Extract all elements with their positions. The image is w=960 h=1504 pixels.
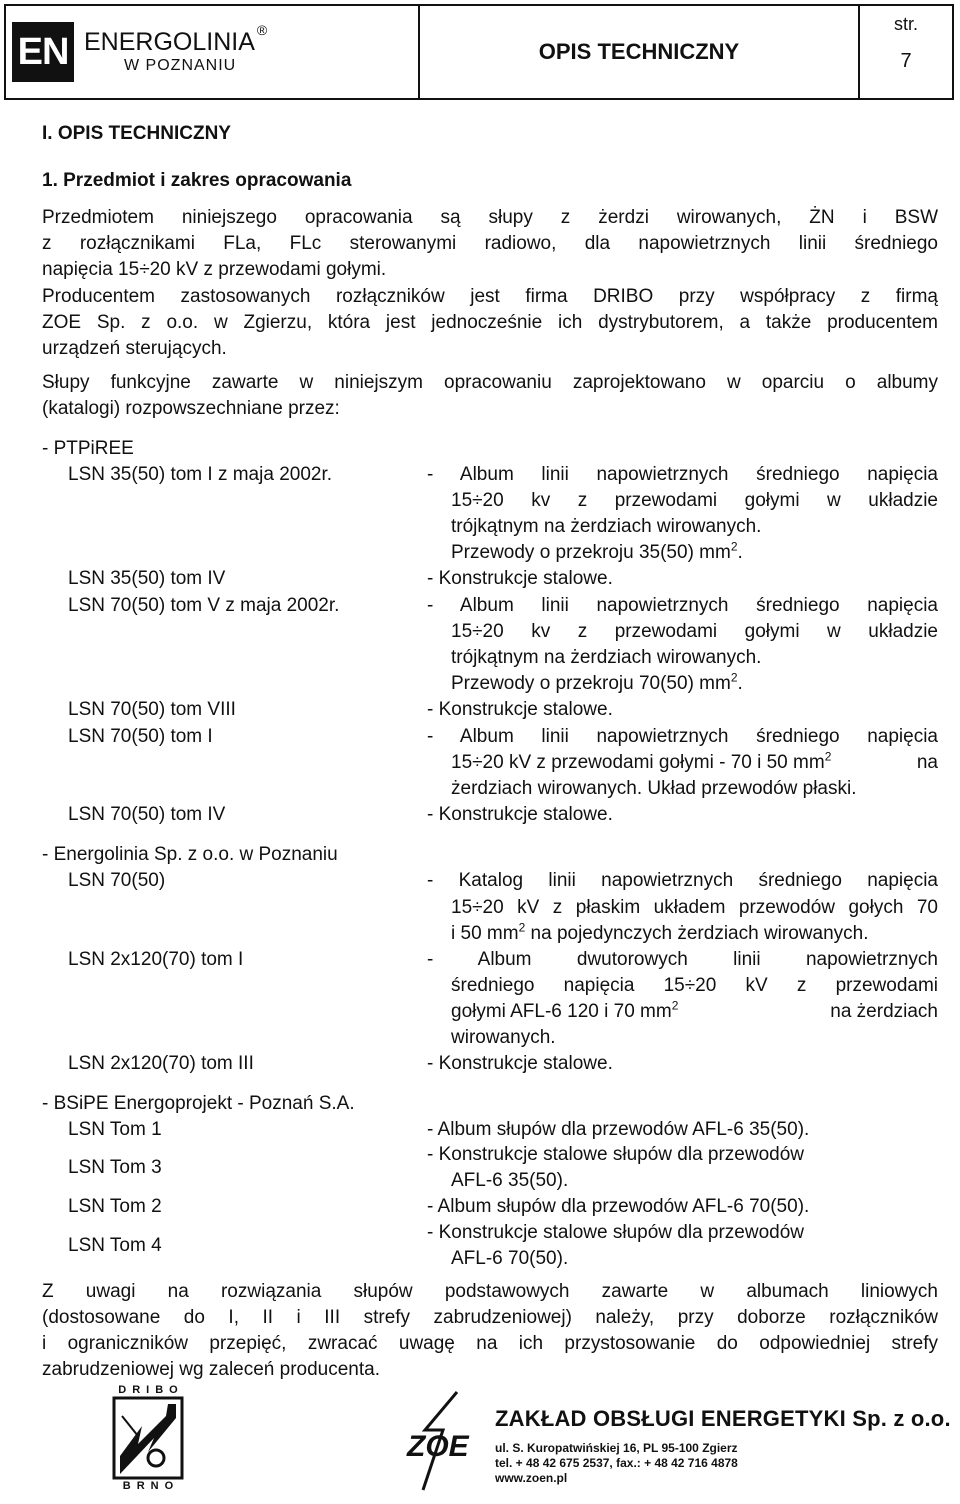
catalog-desc: - Album linii napowietrznych średniego napięcia	[427, 595, 938, 616]
dribo-emblem-icon	[108, 1396, 188, 1480]
zoe-emblem-icon	[405, 1390, 480, 1495]
zoe-website: www.zoen.pl	[495, 1471, 568, 1485]
catalog-desc: i 50 $mm^2$ na pojedynczych żerdziach wirowanych.	[451, 920, 869, 944]
registered-mark: ®	[256, 22, 268, 39]
zoe-address: ul. S. Kuropatwińskiej 16, PL 95-100 Zgierz	[495, 1441, 738, 1455]
catalog-code: LSN 35(50) tom I z maja 2002r.	[68, 464, 333, 485]
zoe-logo	[405, 1390, 480, 1495]
catalog-code: LSN Tom 1	[68, 1119, 162, 1140]
catalog-desc: żerdziach wirowanych. Układ przewodów płaski.	[451, 778, 857, 799]
catalog-desc: - Konstrukcje stalowe.	[427, 568, 613, 589]
catalog-desc: - Album dwutorowych linii napowietrznych	[427, 949, 938, 970]
closing-line-1: Z uwagi na rozwiązania słupów podstawowych zawarte w albumach liniowych	[42, 1281, 938, 1302]
catalog-desc: gołymi AFL-6 120 i 70 $mm^2$ na żerdziach	[451, 998, 938, 1022]
zoe-phone: tel. + 48 42 675 2537, fax.: + 48 42 716 4878	[495, 1456, 738, 1470]
subsection-title: 1. Przedmiot i zakres opracowania	[42, 170, 352, 191]
group-ptpiree: - PTPiREE	[42, 438, 134, 459]
page-header	[4, 4, 954, 100]
catalog-desc: - Album linii napowietrznych średniego napięcia	[427, 726, 938, 747]
section-title: I. OPIS TECHNICZNY	[42, 123, 231, 144]
catalog-code: LSN Tom 3	[68, 1157, 162, 1178]
catalog-desc: 15÷20 kv z przewodami gołymi w układzie	[451, 621, 938, 642]
dribo-logo	[108, 1384, 188, 1496]
intro-line-4: Producentem zastosowanych rozłączników jest firma DRIBO przy współpracy z firmą	[42, 286, 938, 307]
catalog-desc: - Katalog linii napowietrznych średniego napięcia	[427, 870, 938, 891]
catalog-desc: - Konstrukcje stalowe.	[427, 699, 613, 720]
catalog-desc: AFL-6 35(50).	[451, 1170, 569, 1191]
catalog-code: LSN 70(50)	[68, 870, 166, 891]
catalog-desc: - Album słupów dla przewodów AFL-6 35(50).	[427, 1119, 810, 1140]
intro-line-6: urządzeń sterujących.	[42, 338, 227, 359]
catalog-desc: Przewody o przekroju 70(50) $mm^2$.	[451, 670, 743, 694]
catalog-code: LSN 70(50) tom I	[68, 726, 213, 747]
catalog-desc: wirowanych.	[451, 1027, 556, 1048]
page-label: str.	[893, 14, 918, 34]
catalog-desc: średniego napięcia 15÷20 kV z przewodami	[451, 975, 938, 996]
dribo-name: DRIBO	[118, 1384, 184, 1396]
catalog-desc: - Konstrukcje stalowe słupów dla przewodów	[427, 1144, 805, 1165]
catalog-desc: - Album linii napowietrznych średniego napięcia	[427, 464, 938, 485]
svg-text:ZOE: ZOE	[407, 1430, 469, 1463]
closing-line-4: zabrudzeniowej wg zaleceń producenta.	[42, 1359, 380, 1380]
catalog-desc: 15÷20 kV z przewodami gołymi - 70 i 50 $mm^2$ na	[451, 749, 938, 773]
zoe-company-name: ZAKŁAD OBSŁUGI ENERGETYKI Sp. z o.o.	[495, 1406, 951, 1431]
catalog-code: LSN 70(50) tom VIII	[68, 699, 236, 720]
catalog-desc: - Konstrukcje stalowe.	[427, 1053, 613, 1074]
group-bsipe: - BSiPE Energoprojekt - Poznań S.A.	[42, 1093, 355, 1114]
company-name: ENERGOLINIA	[84, 28, 255, 57]
catalog-desc: - Konstrukcje stalowe słupów dla przewodów	[427, 1222, 805, 1243]
catalog-code: LSN 70(50) tom IV	[68, 804, 226, 825]
document-title: OPIS TECHNICZNY	[420, 6, 860, 98]
catalog-desc: trójkątnym na żerdziach wirowanych.	[451, 516, 762, 537]
catalog-desc: 15÷20 kv z przewodami gołymi w układzie	[451, 490, 938, 511]
intro-line-2: z rozłącznikami FLa, FLc sterowanymi radiowo, dla napowietrznych linii średniego	[42, 233, 938, 254]
company-logo-area	[6, 6, 420, 98]
en-logo: EN	[12, 22, 74, 82]
group-energolinia: - Energolinia Sp. z o.o. w Poznaniu	[42, 844, 338, 865]
intro-line-5: ZOE Sp. z o.o. w Zgierzu, która jest jednocześnie ich dystrybutorem, a także producentem	[42, 312, 938, 333]
catalog-code: LSN 2x120(70) tom I	[68, 949, 244, 970]
catalog-code: LSN 35(50) tom IV	[68, 568, 226, 589]
company-city: W POZNANIU	[124, 56, 237, 74]
catalog-desc: 15÷20 kV z płaskim układem przewodów gołych 70	[451, 897, 938, 918]
catalog-desc: - Album słupów dla przewodów AFL-6 70(50).	[427, 1196, 810, 1217]
intro-line-3: napięcia 15÷20 kV z przewodami gołymi.	[42, 259, 387, 280]
brand	[84, 22, 268, 74]
intro-line-7: Słupy funkcyjne zawarte w niniejszym opracowaniu zaprojektowano w oparciu o albumy	[42, 372, 938, 393]
dribo-city: BRNO	[122, 1480, 180, 1492]
intro-line-1: Przedmiotem niniejszego opracowania są słupy z żerdzi wirowanych, ŻN i BSW	[42, 207, 938, 228]
page-number: 7	[900, 50, 912, 72]
catalog-desc: - Konstrukcje stalowe.	[427, 804, 613, 825]
intro-line-8: (katalogi) rozpowszechniane przez:	[42, 398, 340, 419]
catalog-desc: AFL-6 70(50).	[451, 1248, 569, 1269]
page-number-box	[860, 6, 952, 98]
catalog-desc: Przewody o przekroju 35(50) $mm^2$.	[451, 539, 743, 563]
closing-line-2: (dostosowane do I, II i III strefy zabrudzeniowej) należy, przy doborze rozłączników	[42, 1307, 938, 1328]
catalog-code: LSN 70(50) tom V z maja 2002r.	[68, 595, 340, 616]
closing-line-3: i ograniczników przepięć, zwracać uwagę na ich przystosowanie do odpowiedniej strefy	[42, 1333, 938, 1354]
catalog-code: LSN Tom 4	[68, 1235, 162, 1256]
catalog-code: LSN Tom 2	[68, 1196, 162, 1217]
catalog-code: LSN 2x120(70) tom III	[68, 1053, 254, 1074]
catalog-desc: trójkątnym na żerdziach wirowanych.	[451, 647, 762, 668]
